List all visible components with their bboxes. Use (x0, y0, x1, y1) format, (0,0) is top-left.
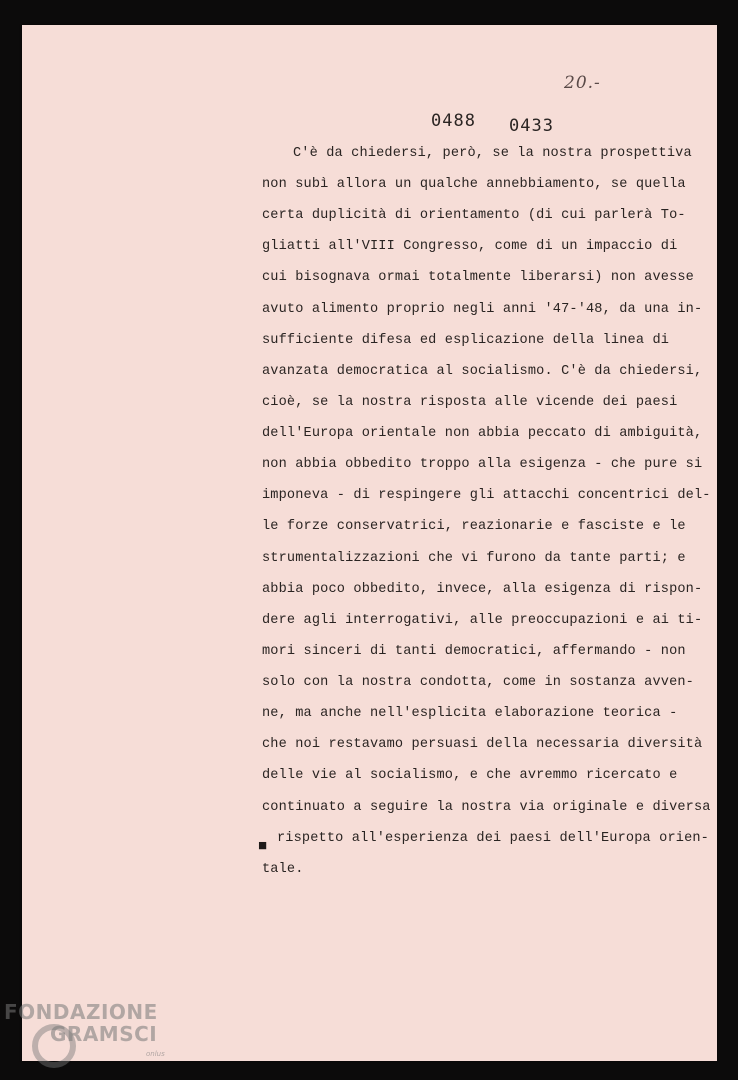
stamp-number-1: 0488 (431, 111, 476, 131)
text-line: dell'Europa orientale non abbia peccato di ambiguità, (262, 426, 703, 441)
text-line: cui bisognava ormai totalmente liberarsi) non avesse (262, 270, 694, 285)
text-line: cioè, se la nostra risposta alle vicende dei paesi (262, 395, 678, 410)
text-line: le forze conservatrici, reazionarie e fasciste e le (262, 519, 686, 534)
text-line: certa duplicità di orientamento (di cui parlerà To- (262, 208, 686, 223)
text-line: ne, ma anche nell'esplicita elaborazione teorica - (262, 706, 678, 721)
text-line: tale. (262, 862, 304, 877)
text-line: dere agli interrogativi, alle preoccupazioni e ai ti- (262, 613, 703, 628)
handwritten-page-number: 20.- (564, 73, 601, 93)
text-line: delle vie al socialismo, e che avremmo ricercato e (262, 768, 678, 783)
typewriter-correction-mark: ■ (258, 838, 268, 855)
watermark-line-1: FONDAZIONE (4, 1000, 158, 1024)
watermark-line-2: GRAMSCI (50, 1022, 158, 1046)
text-line: imponeva - di respingere gli attacchi concentrici del- (262, 488, 711, 503)
watermark-logo (4, 1000, 204, 1076)
text-line: abbia poco obbedito, invece, alla esigenza di rispon- (262, 582, 703, 597)
text-line: avanzata democratica al socialismo. C'è da chiedersi, (262, 364, 703, 379)
text-line: rispetto all'esperienza dei paesi dell'Europa orien- (277, 831, 709, 846)
watermark-line-3: onlus (146, 1050, 165, 1058)
text-line: che noi restavamo persuasi della necessaria diversità (262, 737, 703, 752)
text-line: avuto alimento proprio negli anni '47-'48, da una in- (262, 302, 703, 317)
text-line: mori sinceri di tanti democratici, affermando - non (262, 644, 686, 659)
text-line: gliatti all'VIII Congresso, come di un impaccio di (262, 239, 678, 254)
text-line: strumentalizzazioni che vi furono da tante parti; e (262, 551, 686, 566)
document-page (22, 25, 717, 1061)
text-line: sufficiente difesa ed esplicazione della linea di (262, 333, 670, 348)
text-line: non subì allora un qualche annebbiamento, se quella (262, 177, 686, 192)
stamp-number-2: 0433 (509, 116, 554, 136)
text-line: continuato a seguire la nostra via originale e diversa (262, 800, 711, 815)
text-line: solo con la nostra condotta, come in sostanza avven- (262, 675, 694, 690)
text-line: non abbia obbedito troppo alla esigenza - che pure si (262, 457, 703, 472)
text-line: C'è da chiedersi, però, se la nostra prospettiva (293, 146, 692, 161)
